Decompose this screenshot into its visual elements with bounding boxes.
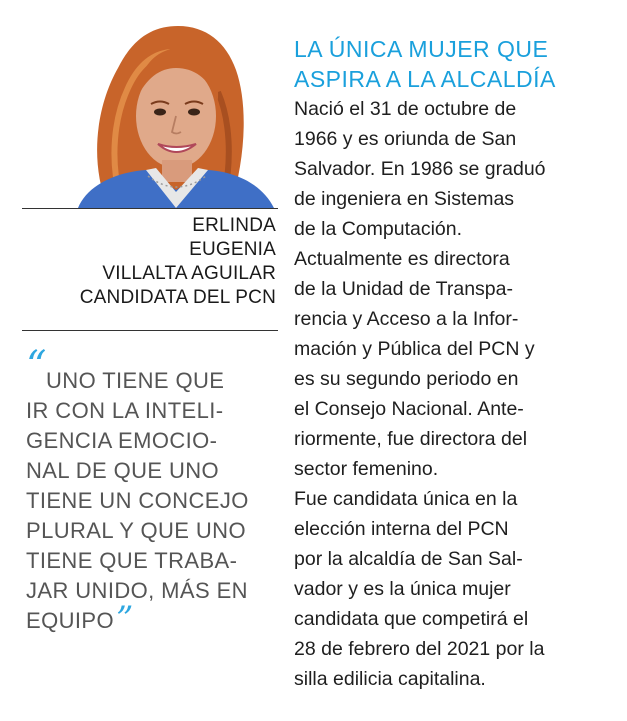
body-line: 28 de febrero del 2021 por la	[294, 638, 545, 660]
quote-line: TIENE UN CONCEJO	[26, 488, 249, 513]
body-line: riormente, fue directora del	[294, 428, 528, 450]
caption-line: CANDIDATA DEL PCN	[79, 287, 276, 308]
body-line: 1966 y es oriunda de San	[294, 128, 517, 150]
quote-line: NAL DE QUE UNO	[26, 458, 220, 483]
open-quote-mark: “	[26, 343, 47, 389]
caption-top-rule	[22, 208, 278, 209]
headline-line: ASPIRA A LA ALCALDÍA	[294, 66, 556, 92]
body-line: candidata que competirá el	[294, 608, 529, 630]
body-line: el Consejo Nacional. Ante-	[294, 398, 524, 420]
pull-quote	[26, 366, 276, 639]
caption-line: ERLINDA	[192, 215, 276, 236]
body-line: silla edilicia capitalina.	[294, 668, 486, 690]
caption-bottom-rule	[22, 330, 278, 331]
quote-line: IR CON LA INTELI-	[26, 398, 224, 423]
article-body	[294, 94, 614, 694]
body-line: Nació el 31 de octubre de	[294, 98, 517, 120]
body-line: de la Computación.	[294, 218, 463, 240]
body-line: de la Unidad de Transpa-	[294, 278, 513, 300]
article-headline	[294, 34, 614, 94]
quote-line: UNO TIENE QUE	[46, 368, 225, 393]
caption-line: EUGENIA	[189, 239, 276, 260]
caption-line: VILLALTA AGUILAR	[102, 263, 276, 284]
quote-line: EQUIPO	[26, 608, 114, 633]
name-caption	[22, 214, 276, 310]
body-line: vador y es la única mujer	[294, 578, 511, 600]
quote-line: GENCIA EMOCIO-	[26, 428, 218, 453]
body-line: por la alcaldía de San Sal-	[294, 548, 523, 570]
body-line: mación y Pública del PCN y	[294, 338, 535, 360]
quote-line: JAR UNIDO, MÁS EN	[26, 578, 248, 603]
body-line: es su segundo periodo en	[294, 368, 519, 390]
quote-last-line	[26, 599, 276, 639]
candidate-photo	[48, 8, 278, 208]
body-line: elección interna del PCN	[294, 518, 509, 540]
body-line: sector femenino.	[294, 458, 439, 480]
body-line: Salvador. En 1986 se graduó	[294, 158, 546, 180]
body-line: rencia y Acceso a la Infor-	[294, 308, 519, 330]
body-line: de ingeniera en Sistemas	[294, 188, 515, 210]
quote-line: TIENE QUE TRABA-	[26, 548, 238, 573]
headline-line: LA ÚNICA MUJER QUE	[294, 36, 549, 62]
close-quote-mark: ”	[115, 599, 134, 639]
portrait-illustration	[48, 8, 278, 208]
body-line: Actualmente es directora	[294, 248, 510, 270]
body-line: Fue candidata única en la	[294, 488, 518, 510]
quote-line: PLURAL Y QUE UNO	[26, 518, 246, 543]
